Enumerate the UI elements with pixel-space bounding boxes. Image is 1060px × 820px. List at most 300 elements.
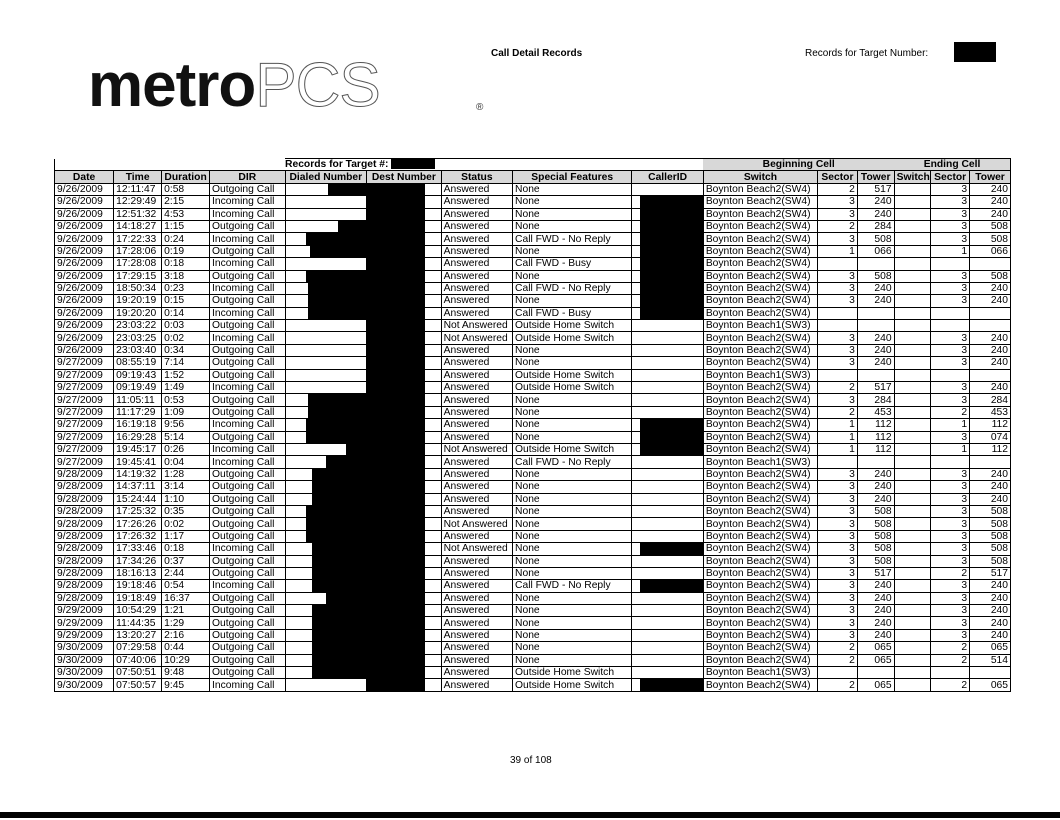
cell-end-sector xyxy=(931,456,970,468)
cell-time: 23:03:40 xyxy=(114,344,162,356)
redaction-block xyxy=(367,494,425,505)
cell-dialed-number xyxy=(285,543,367,555)
cell-date: 9/26/2009 xyxy=(55,196,114,208)
redaction-block xyxy=(312,605,366,616)
cell-dest-number xyxy=(367,530,441,542)
cell-status: Answered xyxy=(441,419,512,431)
cell-dest-number xyxy=(367,245,441,257)
cell-end-switch xyxy=(894,543,931,555)
cell-duration: 1:29 xyxy=(162,617,210,629)
cell-end-switch xyxy=(894,282,931,294)
cell-date: 9/28/2009 xyxy=(55,567,114,579)
cell-end-switch xyxy=(894,667,931,679)
cell-dest-number xyxy=(367,270,441,282)
cell-begin-sector: 3 xyxy=(818,567,858,579)
cell-end-switch xyxy=(894,394,931,406)
cell-end-tower xyxy=(970,369,1011,381)
cell-dest-number xyxy=(367,183,441,195)
cell-begin-tower: 240 xyxy=(857,357,894,369)
cell-date: 9/26/2009 xyxy=(55,183,114,195)
redaction-block xyxy=(312,481,366,492)
redaction-block xyxy=(367,630,425,641)
cell-begin-sector: 3 xyxy=(818,357,858,369)
cell-dest-number xyxy=(367,233,441,245)
cell-begin-tower: 240 xyxy=(857,617,894,629)
cell-end-tower: 508 xyxy=(970,233,1011,245)
redaction-block xyxy=(367,332,425,343)
cell-end-switch xyxy=(894,183,931,195)
cell-end-switch xyxy=(894,642,931,654)
cell-time: 11:05:11 xyxy=(114,394,162,406)
cell-special-features: None xyxy=(513,493,632,505)
cell-callerid xyxy=(632,493,703,505)
cell-dest-number xyxy=(367,456,441,468)
cell-duration: 1:17 xyxy=(162,530,210,542)
cell-status: Answered xyxy=(441,629,512,641)
cell-begin-tower: 453 xyxy=(857,406,894,418)
cell-dir: Outgoing Call xyxy=(210,481,285,493)
cell-dialed-number xyxy=(285,493,367,505)
cell-dir: Outgoing Call xyxy=(210,394,285,406)
cell-dialed-number xyxy=(285,183,367,195)
cell-status: Answered xyxy=(441,282,512,294)
cell-begin-switch: Boynton Beach2(SW4) xyxy=(703,629,817,641)
cell-dialed-number xyxy=(285,431,367,443)
cell-status: Answered xyxy=(441,654,512,666)
cell-duration: 0:15 xyxy=(162,295,210,307)
page-number: 39 of 108 xyxy=(510,755,552,766)
table-caption-row xyxy=(55,159,1011,171)
cell-end-sector: 2 xyxy=(931,654,970,666)
cell-callerid xyxy=(632,518,703,530)
cell-end-tower: 112 xyxy=(970,443,1011,455)
cell-time: 17:33:46 xyxy=(114,543,162,555)
cell-dialed-number xyxy=(285,555,367,567)
cell-dialed-number xyxy=(285,419,367,431)
cell-dialed-number xyxy=(285,369,367,381)
cell-callerid xyxy=(632,270,703,282)
redaction-block xyxy=(306,419,366,430)
cell-begin-tower: 240 xyxy=(857,196,894,208)
cell-dest-number xyxy=(367,320,441,332)
cell-callerid xyxy=(632,357,703,369)
cell-duration: 0:03 xyxy=(162,320,210,332)
cell-dest-number xyxy=(367,629,441,641)
cell-dir: Incoming Call xyxy=(210,580,285,592)
col-begin-tower: Tower xyxy=(857,171,894,183)
cell-begin-switch: Boynton Beach2(SW4) xyxy=(703,431,817,443)
cell-dir: Outgoing Call xyxy=(210,406,285,418)
cell-begin-sector: 2 xyxy=(818,679,858,691)
cell-end-tower: 508 xyxy=(970,543,1011,555)
cell-begin-switch: Boynton Beach2(SW4) xyxy=(703,344,817,356)
cell-begin-sector: 2 xyxy=(818,382,858,394)
cell-time: 19:20:19 xyxy=(114,295,162,307)
cell-time: 12:51:32 xyxy=(114,208,162,220)
table-row xyxy=(55,183,1011,195)
table-row xyxy=(55,196,1011,208)
cell-special-features: None xyxy=(513,295,632,307)
table-row xyxy=(55,481,1011,493)
table-row xyxy=(55,580,1011,592)
cell-special-features: None xyxy=(513,543,632,555)
cell-dest-number xyxy=(367,481,441,493)
cell-end-sector: 3 xyxy=(931,208,970,220)
cell-begin-switch: Boynton Beach2(SW4) xyxy=(703,196,817,208)
cell-callerid xyxy=(632,332,703,344)
cell-end-switch xyxy=(894,605,931,617)
cell-special-features: None xyxy=(513,245,632,257)
cell-special-features: None xyxy=(513,431,632,443)
cell-end-tower: 240 xyxy=(970,332,1011,344)
cell-begin-tower: 508 xyxy=(857,233,894,245)
cell-dest-number xyxy=(367,332,441,344)
cell-status: Answered xyxy=(441,530,512,542)
cell-end-switch xyxy=(894,481,931,493)
cell-dest-number xyxy=(367,344,441,356)
cell-dest-number xyxy=(367,382,441,394)
cell-begin-tower: 508 xyxy=(857,543,894,555)
col-dir: DIR xyxy=(210,171,285,183)
cell-callerid xyxy=(632,320,703,332)
redaction-block xyxy=(367,196,425,207)
cell-end-switch xyxy=(894,518,931,530)
cell-special-features: Call FWD - No Reply xyxy=(513,456,632,468)
cell-time: 18:16:13 xyxy=(114,567,162,579)
cell-end-sector: 2 xyxy=(931,642,970,654)
cell-dialed-number xyxy=(285,332,367,344)
col-time: Time xyxy=(114,171,162,183)
cell-status: Answered xyxy=(441,617,512,629)
cell-end-switch xyxy=(894,468,931,480)
cell-callerid xyxy=(632,196,703,208)
table-row xyxy=(55,543,1011,555)
cell-end-switch xyxy=(894,344,931,356)
cell-date: 9/26/2009 xyxy=(55,220,114,232)
cell-end-switch xyxy=(894,220,931,232)
table-row xyxy=(55,667,1011,679)
cell-end-tower: 240 xyxy=(970,592,1011,604)
cell-duration: 0:14 xyxy=(162,307,210,319)
cell-date: 9/27/2009 xyxy=(55,406,114,418)
cell-time: 19:18:46 xyxy=(114,580,162,592)
cell-dialed-number xyxy=(285,270,367,282)
cell-begin-sector xyxy=(818,456,858,468)
cell-dest-number xyxy=(367,555,441,567)
cell-dir: Incoming Call xyxy=(210,258,285,270)
redaction-block xyxy=(367,419,425,430)
cell-dir: Outgoing Call xyxy=(210,183,285,195)
cell-status: Answered xyxy=(441,183,512,195)
redaction-block xyxy=(367,233,425,244)
cell-end-switch xyxy=(894,592,931,604)
cell-begin-switch: Boynton Beach2(SW4) xyxy=(703,605,817,617)
redaction-block xyxy=(640,580,702,591)
cell-special-features: Call FWD - No Reply xyxy=(513,580,632,592)
cell-dest-number xyxy=(367,357,441,369)
cell-date: 9/29/2009 xyxy=(55,617,114,629)
cell-time: 09:19:49 xyxy=(114,382,162,394)
cell-callerid xyxy=(632,468,703,480)
cell-status: Answered xyxy=(441,431,512,443)
cell-dir: Incoming Call xyxy=(210,679,285,691)
cell-date: 9/26/2009 xyxy=(55,332,114,344)
cell-time: 13:20:27 xyxy=(114,629,162,641)
cell-callerid xyxy=(632,679,703,691)
table-row xyxy=(55,332,1011,344)
table-row xyxy=(55,642,1011,654)
cell-end-sector: 3 xyxy=(931,431,970,443)
cell-special-features: None xyxy=(513,183,632,195)
cell-duration: 1:21 xyxy=(162,605,210,617)
cell-begin-sector: 1 xyxy=(818,419,858,431)
cell-end-switch xyxy=(894,208,931,220)
cell-end-tower: 508 xyxy=(970,530,1011,542)
cell-callerid xyxy=(632,567,703,579)
cell-callerid xyxy=(632,592,703,604)
cell-special-features: None xyxy=(513,642,632,654)
cell-begin-tower: 240 xyxy=(857,493,894,505)
redaction-block xyxy=(367,258,425,269)
column-header-row xyxy=(55,171,1011,183)
cell-special-features: Outside Home Switch xyxy=(513,382,632,394)
redaction-block xyxy=(391,159,435,169)
cell-time: 17:26:26 xyxy=(114,518,162,530)
cell-callerid xyxy=(632,580,703,592)
cell-begin-sector: 3 xyxy=(818,543,858,555)
cell-duration: 0:37 xyxy=(162,555,210,567)
cell-dest-number xyxy=(367,505,441,517)
cell-status: Answered xyxy=(441,505,512,517)
redaction-block xyxy=(367,556,425,567)
cell-dialed-number xyxy=(285,196,367,208)
cell-dialed-number xyxy=(285,679,367,691)
cell-duration: 0:53 xyxy=(162,394,210,406)
cell-end-switch xyxy=(894,295,931,307)
cell-duration: 1:49 xyxy=(162,382,210,394)
table-row xyxy=(55,443,1011,455)
cell-begin-sector xyxy=(818,307,858,319)
cell-duration: 16:37 xyxy=(162,592,210,604)
cell-date: 9/30/2009 xyxy=(55,679,114,691)
cell-time: 17:28:08 xyxy=(114,258,162,270)
cell-begin-switch: Boynton Beach2(SW4) xyxy=(703,307,817,319)
cell-begin-sector: 3 xyxy=(818,295,858,307)
cell-end-tower: 240 xyxy=(970,481,1011,493)
cell-dest-number xyxy=(367,543,441,555)
cell-begin-sector: 3 xyxy=(818,505,858,517)
cell-dir: Incoming Call xyxy=(210,456,285,468)
cell-callerid xyxy=(632,406,703,418)
cell-begin-switch: Boynton Beach2(SW4) xyxy=(703,642,817,654)
cell-special-features: None xyxy=(513,220,632,232)
cell-status: Answered xyxy=(441,406,512,418)
col-dialed-number: Dialed Number xyxy=(285,171,367,183)
cell-duration: 1:10 xyxy=(162,493,210,505)
cell-end-sector: 1 xyxy=(931,443,970,455)
cell-end-sector: 3 xyxy=(931,196,970,208)
table-row xyxy=(55,605,1011,617)
cell-status: Answered xyxy=(441,258,512,270)
cell-time: 17:29:15 xyxy=(114,270,162,282)
cell-date: 9/26/2009 xyxy=(55,320,114,332)
cell-end-tower: 240 xyxy=(970,605,1011,617)
cell-begin-switch: Boynton Beach2(SW4) xyxy=(703,617,817,629)
table-row xyxy=(55,679,1011,691)
cell-status: Answered xyxy=(441,642,512,654)
cell-callerid xyxy=(632,258,703,270)
cell-special-features: None xyxy=(513,654,632,666)
cell-dir: Outgoing Call xyxy=(210,530,285,542)
cell-begin-tower: 240 xyxy=(857,282,894,294)
redaction-block xyxy=(308,283,366,294)
redaction-block xyxy=(640,283,702,294)
cell-dir: Outgoing Call xyxy=(210,357,285,369)
cell-begin-sector: 2 xyxy=(818,183,858,195)
cell-callerid xyxy=(632,369,703,381)
cell-duration: 1:28 xyxy=(162,468,210,480)
cell-status: Answered xyxy=(441,468,512,480)
redaction-block xyxy=(346,444,366,455)
cell-dir: Outgoing Call xyxy=(210,220,285,232)
cell-dir: Outgoing Call xyxy=(210,468,285,480)
cell-time: 18:50:34 xyxy=(114,282,162,294)
cell-callerid xyxy=(632,617,703,629)
redaction-block xyxy=(308,394,366,405)
redaction-block xyxy=(306,531,366,542)
cell-begin-switch: Boynton Beach2(SW4) xyxy=(703,332,817,344)
cell-dir: Outgoing Call xyxy=(210,642,285,654)
redaction-block xyxy=(367,456,425,467)
redaction-block xyxy=(312,543,366,554)
cell-special-features: None xyxy=(513,344,632,356)
col-end-sector: Sector xyxy=(931,171,970,183)
cell-end-switch xyxy=(894,555,931,567)
cell-date: 9/27/2009 xyxy=(55,431,114,443)
cell-end-sector: 3 xyxy=(931,481,970,493)
cell-special-features: None xyxy=(513,567,632,579)
cell-dialed-number xyxy=(285,468,367,480)
redaction-block xyxy=(367,246,425,257)
cell-dialed-number xyxy=(285,220,367,232)
cell-time: 14:37:11 xyxy=(114,481,162,493)
cell-end-tower: 074 xyxy=(970,431,1011,443)
redaction-block xyxy=(312,667,366,678)
redaction-block xyxy=(312,630,366,641)
cell-end-sector: 3 xyxy=(931,183,970,195)
cell-duration: 1:52 xyxy=(162,369,210,381)
cell-callerid xyxy=(632,443,703,455)
redaction-block xyxy=(312,494,366,505)
cell-special-features: None xyxy=(513,605,632,617)
cell-special-features: Outside Home Switch xyxy=(513,443,632,455)
cell-time: 07:50:57 xyxy=(114,679,162,691)
col-begin-switch: Switch xyxy=(703,171,817,183)
cell-begin-tower xyxy=(857,320,894,332)
cell-duration: 4:53 xyxy=(162,208,210,220)
redaction-block xyxy=(367,605,425,616)
cell-begin-tower: 066 xyxy=(857,245,894,257)
cell-begin-tower xyxy=(857,456,894,468)
cell-special-features: Outside Home Switch xyxy=(513,332,632,344)
redaction-block xyxy=(367,407,425,418)
cell-callerid xyxy=(632,505,703,517)
cell-end-tower: 240 xyxy=(970,468,1011,480)
cell-time: 09:19:43 xyxy=(114,369,162,381)
redaction-block xyxy=(954,42,996,62)
redaction-block xyxy=(367,655,425,666)
cell-begin-sector: 3 xyxy=(818,530,858,542)
cell-callerid xyxy=(632,431,703,443)
cell-time: 14:18:27 xyxy=(114,220,162,232)
cell-date: 9/27/2009 xyxy=(55,382,114,394)
cell-end-tower xyxy=(970,307,1011,319)
cell-special-features: None xyxy=(513,530,632,542)
cell-time: 08:55:19 xyxy=(114,357,162,369)
cell-end-switch xyxy=(894,233,931,245)
cell-special-features: None xyxy=(513,208,632,220)
cell-end-switch xyxy=(894,431,931,443)
cell-dir: Outgoing Call xyxy=(210,629,285,641)
cell-status: Answered xyxy=(441,394,512,406)
cell-status: Answered xyxy=(441,270,512,282)
cell-end-switch xyxy=(894,369,931,381)
table-row xyxy=(55,617,1011,629)
cell-dir: Outgoing Call xyxy=(210,654,285,666)
cell-time: 19:45:41 xyxy=(114,456,162,468)
call-detail-table xyxy=(54,158,1011,692)
cell-begin-sector xyxy=(818,258,858,270)
cell-status: Answered xyxy=(441,233,512,245)
cell-dest-number xyxy=(367,282,441,294)
cell-end-switch xyxy=(894,320,931,332)
cell-status: Answered xyxy=(441,679,512,691)
cell-begin-sector: 3 xyxy=(818,493,858,505)
cell-begin-tower: 112 xyxy=(857,419,894,431)
table-row xyxy=(55,505,1011,517)
cell-end-tower: 240 xyxy=(970,493,1011,505)
cell-callerid xyxy=(632,605,703,617)
cell-dir: Incoming Call xyxy=(210,443,285,455)
cell-callerid xyxy=(632,220,703,232)
cell-duration: 3:14 xyxy=(162,481,210,493)
cell-dialed-number xyxy=(285,382,367,394)
cell-begin-switch: Boynton Beach2(SW4) xyxy=(703,518,817,530)
cell-date: 9/29/2009 xyxy=(55,629,114,641)
cell-begin-switch: Boynton Beach2(SW4) xyxy=(703,505,817,517)
cell-status: Answered xyxy=(441,382,512,394)
cell-callerid xyxy=(632,654,703,666)
cell-begin-tower xyxy=(857,258,894,270)
cell-callerid xyxy=(632,481,703,493)
cell-duration: 0:34 xyxy=(162,344,210,356)
cell-special-features: None xyxy=(513,394,632,406)
redaction-block xyxy=(367,568,425,579)
cell-begin-switch: Boynton Beach2(SW4) xyxy=(703,220,817,232)
table-row xyxy=(55,320,1011,332)
cell-duration: 0:02 xyxy=(162,518,210,530)
cell-end-sector: 3 xyxy=(931,332,970,344)
cell-begin-tower: 240 xyxy=(857,605,894,617)
cell-duration: 0:19 xyxy=(162,245,210,257)
redaction-block xyxy=(306,233,366,244)
cell-dialed-number xyxy=(285,654,367,666)
cell-end-switch xyxy=(894,505,931,517)
cell-time: 12:29:49 xyxy=(114,196,162,208)
cell-begin-tower: 240 xyxy=(857,481,894,493)
cell-end-sector: 3 xyxy=(931,382,970,394)
cell-begin-sector: 3 xyxy=(818,208,858,220)
